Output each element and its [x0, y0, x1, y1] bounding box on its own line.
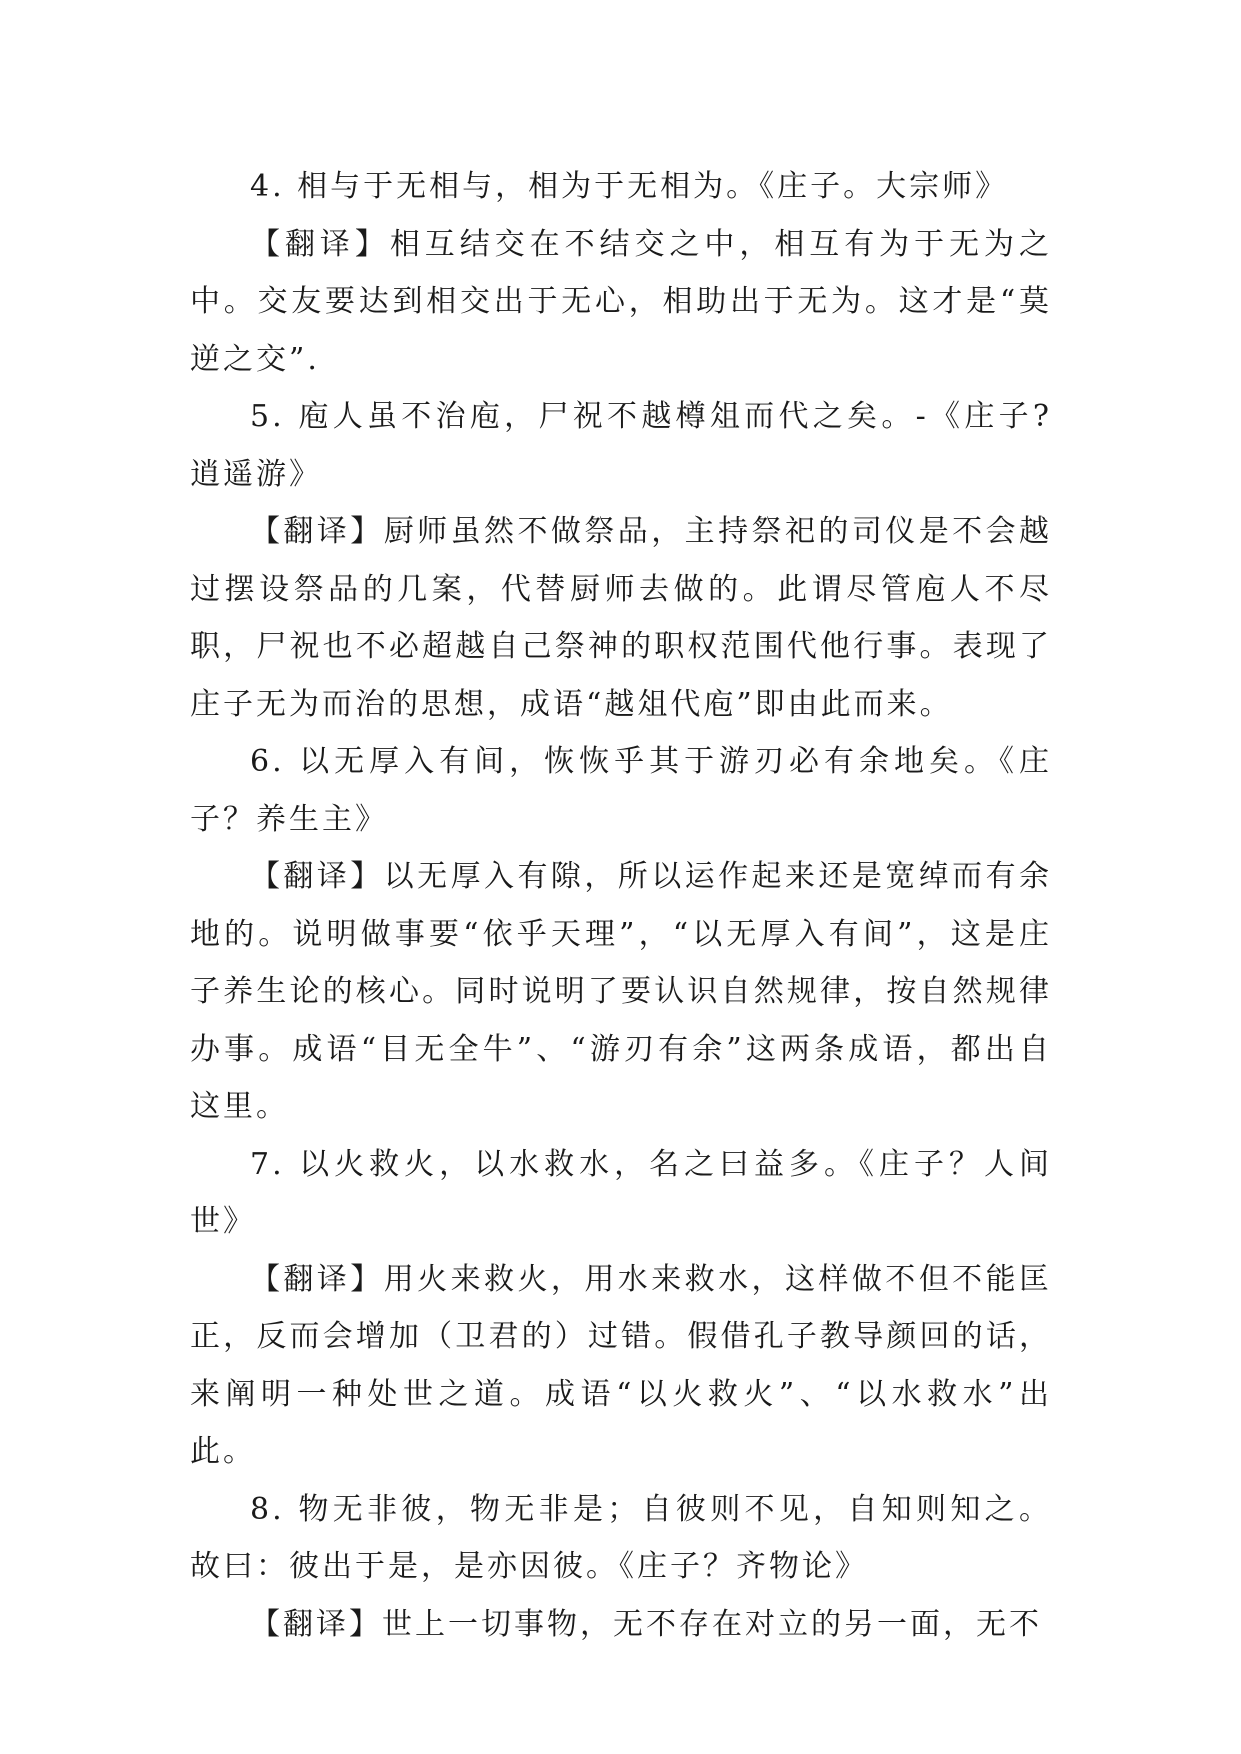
- translation-paragraph-5: 【翻译】厨师虽然不做祭品，主持祭祀的司仪是不会越过摆设祭品的几案，代替厨师去做的。此谓尽管庖人不尽职，尸祝也不必超越自己祭神的职权范围代他行事。表现了庄子无为而治的思想，成语“越俎代庖”即由此而来。: [190, 514, 1052, 722]
- translation-paragraph-7: 【翻译】用火来救火，用水来救水，这样做不但不能匡正，反而会增加（卫君的）过错。假借孔子教导颜回的话，来阐明一种处世之道。成语“以火救火”、“以水救水”出此。: [190, 1261, 1052, 1469]
- translation-paragraph-6: 【翻译】以无厚入有隙，所以运作起来还是宽绰而有余地的。说明做事要“依乎天理”，“以无厚入有间”，这是庄子养生论的核心。同时说明了要认识自然规律，按自然规律办事。成语“目无全牛”、“游刃有余”这两条成语，都出自这里。: [190, 859, 1052, 1124]
- paragraph-item-8: 8. 物无非彼，物无非是；自彼则不见，自知则知之。故曰：彼出于是，是亦因彼。《庄子？齐物论》: [190, 1491, 1052, 1584]
- translation-paragraph-8: 【翻译】世上一切事物，无不存在对立的另一面，无不: [250, 1606, 1042, 1642]
- paragraph-item-5: 5. 庖人虽不治庖，尸祝不越樽俎而代之矣。-《庄子?逍遥游》: [190, 399, 1052, 492]
- paragraph-item-6: 6. 以无厚入有间，恢恢乎其于游刃必有余地矣。《庄子？养生主》: [190, 744, 1052, 837]
- document-body: [190, 158, 1052, 1653]
- translation-paragraph-4: 【翻译】相互结交在不结交之中，相互有为于无为之中。交友要达到相交出于无心，相助出于无为。这才是“莫逆之交”.: [190, 226, 1052, 377]
- paragraph-item-7: 7. 以火救火，以水救水，名之曰益多。《庄子？人间世》: [190, 1146, 1052, 1239]
- paragraph-item-4: 4. 相与于无相与，相为于无相为。《庄子。大宗师》: [250, 169, 1009, 204]
